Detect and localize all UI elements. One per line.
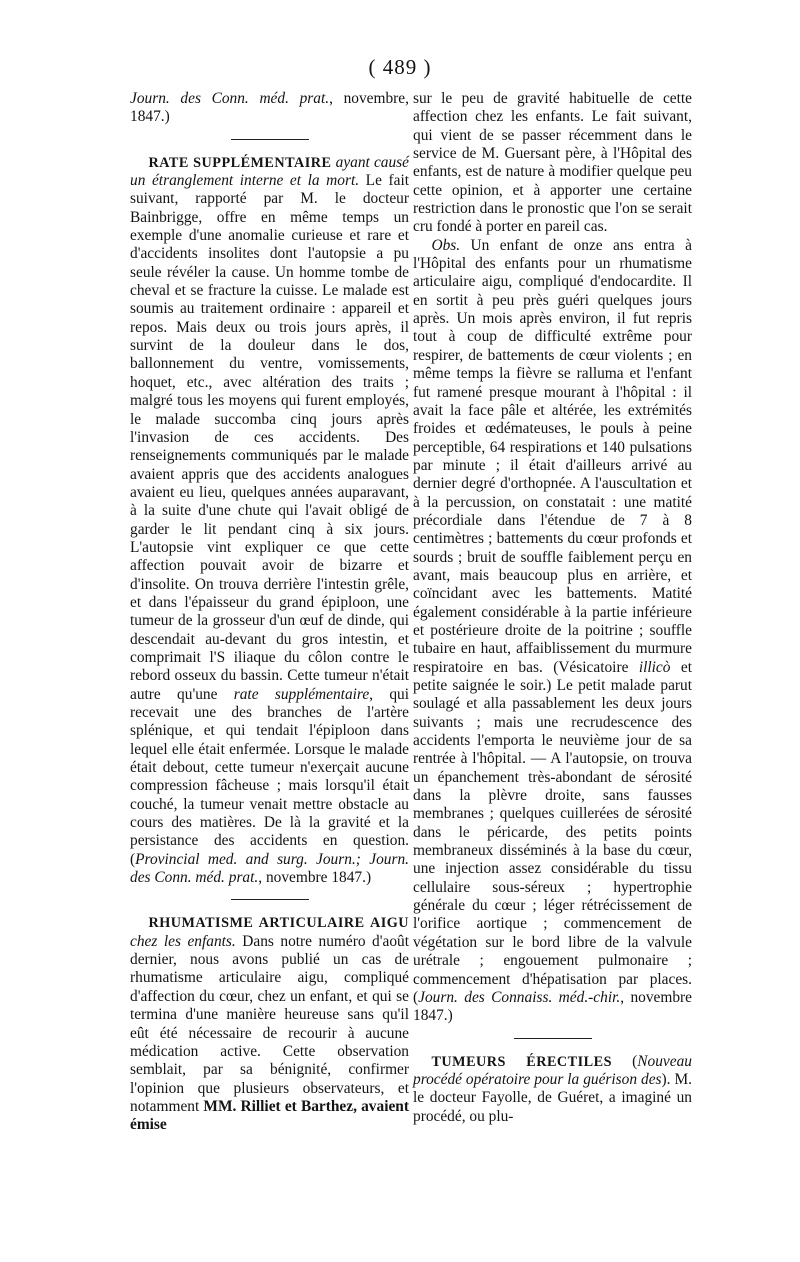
italic-term: illicò (638, 658, 671, 676)
obs-label: Obs. (431, 236, 461, 254)
article-body: M. le docteur Fayolle, de Guéret, a imaginé un procédé, ou plu- (413, 1070, 692, 1125)
section-divider (231, 139, 309, 140)
citation-date: , novembre, 1847.) (130, 90, 409, 126)
italic-term: rate supplémentaire (233, 685, 370, 703)
source-date: , novembre 1847.) (258, 869, 372, 887)
source-citation: Journ. des Connaiss. méd.-chir. (418, 988, 621, 1006)
left-column (130, 90, 409, 1135)
source-date: , novembre 1847.) (413, 988, 692, 1025)
source-citation: Provincial med. and surg. Journ.; Journ. des Conn. méd. prat. (130, 850, 409, 887)
author-names: MM. Rilliet et Barthez, avaient émise (130, 1097, 409, 1134)
article-body: Le fait suivant, rapporté par M. le docteur Bainbrigge, offre en même temps un exemple d'une anomalie curieuse et rare et d'accidents insolites dont l'autopsie a pu seule révéler la cause. Un homme tombe de cheval et se fracture la cuisse. Le malade est soumis au traitement ordinaire : appareil et repos. Mais deux ou trois jours après, il survint de la douleur dans le dos, ballonnement du ventre, vomissements, hoquet, etc., avec altération des traits ; malgré tous les moyens qui furent employés, le malade succomba cinq jours après l'invasion de ces accidents. Des renseignements communiqués par le malade avaient appris que des accidents analogues avaient eu lieu, quelques années auparavant, à la suite d'une chute qui l'avait obligé de garder le lit pendant cinq à six jours. L'autopsie vint expliquer ce que cette affection pouvait avoir de bizarre et d'insolite. On trouva derrière l'intestin grêle, et dans l'épaisseur du grand épiploon, une tumeur de la grosseur d'un œuf de dinde, qui descendait au-devant du gros intestin, et comprimait l'S iliaque du côlon contre le rebord osseux du bassin. Cette tumeur n'était autre qu'une (130, 172, 409, 703)
article-body-cont: , qui recevait une des branches de l'artère splénique, et qui tendait l'épiploon dans lequel elle était enfermée. Lorsque le malade était debout, cette tumeur n'exerçait aucune compression fâcheuse ; mais lorsqu'il était couché, la tumeur venait mettre obstacle au cours des matières. De là la gravité et la persistance des accidents en question. ( (130, 685, 409, 868)
observation-body: Un enfant de onze ans entra à l'Hôpital des enfants pour un rhumatisme articulaire aigu, compliqué d'endocardite. Il en sortit à peu près guéri quelques jours après. Un mois après environ, il fut repris tout à coup de difficulté extrême pour respirer, de battements de cœur violents ; en même temps la fièvre se ralluma et l'enfant fut ramené presque mourant à l'hôpital : il avait la face pâle et altérée, les extrémités froides et œdémateuses, le pouls à peine perceptible, 64 respirations et 140 pulsations par minute ; il était d'ailleurs arrivé au dernier degré d'orthopnée. A l'auscultation et à la percussion, on constatait : une matité précordiale dans l'étendue de 7 à 8 centimètres ; battements du cœur profonds et sourds ; bruit de souffle faiblement perçu en avant, mais beaucoup plus en arrière, et coïncidant avec les battements. Matité également considérable à la partie inférieure et postérieure droite de la poitrine ; souffle tubaire en haut, affaiblissement du murmure respiratoire en bas. (Vésicatoire (413, 236, 692, 676)
section-divider (231, 899, 309, 900)
article-rhumatisme (130, 914, 409, 1134)
article-tumeurs-erectiles (413, 1053, 692, 1126)
heading-paren-open: ( (632, 1052, 638, 1070)
article-rate-supplementaire (130, 154, 409, 888)
article-subheading: chez les enfants. (130, 932, 236, 950)
article-subheading: ayant causé un étranglement interne et la mort. (130, 153, 409, 190)
journal-name: Journ. des Conn. méd. prat. (130, 90, 330, 107)
heading-paren-close: ). (661, 1070, 671, 1088)
citation-fragment (130, 90, 409, 127)
article-body: Dans notre numéro d'août dernier, nous avons publié un cas de rhumatisme articulaire aigu, compliqué d'affection du cœur, chez un enfant, et qui se termina d'une manière heureuse sans qu'il eût été nécessaire de recourir à aucune médication active. Cette observation semblait, par sa bénignité, confirmer l'opinion que plusieurs observateurs, et notamment (130, 932, 409, 1115)
article-heading: RATE SUPPLÉMENTAIRE (148, 154, 332, 171)
observation-body-cont: et petite saignée le soir.) Le petit malade parut soulagé et alla passablement les deux jours suivants ; mais une recrudescence des accidents l'emporta le neuvième jour de sa rentrée à l'hôpital. — A l'autopsie, on trouva un épanchement très-abondant de sérosité dans la plèvre droite, sans fausses membranes ; quelques cuillerées de sérosité dans le péricarde, des petits points membraneux disséminés à la base du cœur, une injection assez considérable du tissu cellulaire sous-séreux ; hypertrophie générale du cœur ; léger rétrécissement de l'orifice aortique ; commencement de végétation sur le bord libre de la valvule urétrale ; engouement pulmonaire ; commencement d'hépatisation par places. ( (413, 658, 692, 1006)
observation-paragraph (413, 237, 692, 1026)
page-number: ( 489 ) (368, 55, 432, 79)
section-divider (514, 1038, 592, 1039)
article-heading: RHUMATISME ARTICULAIRE AIGU (148, 915, 409, 932)
article-subheading: Nouveau procédé opératoire pour la guérison des (413, 1052, 692, 1088)
paragraph-continuation: sur le peu de gravité habituelle de cette affection chez les enfants. Le fait suivant, qui vient de se passer récemment dans le service de M. Guersant père, à l'Hôpital des enfants, est de nature à modifier quelque peu cette opinion, et à apporter une certaine restriction dans le pronostic que l'on se serait cru fondé à porter en pareil cas. (413, 90, 692, 236)
article-heading: TUMEURS ÉRECTILES (431, 1053, 612, 1070)
right-column (413, 90, 692, 1126)
